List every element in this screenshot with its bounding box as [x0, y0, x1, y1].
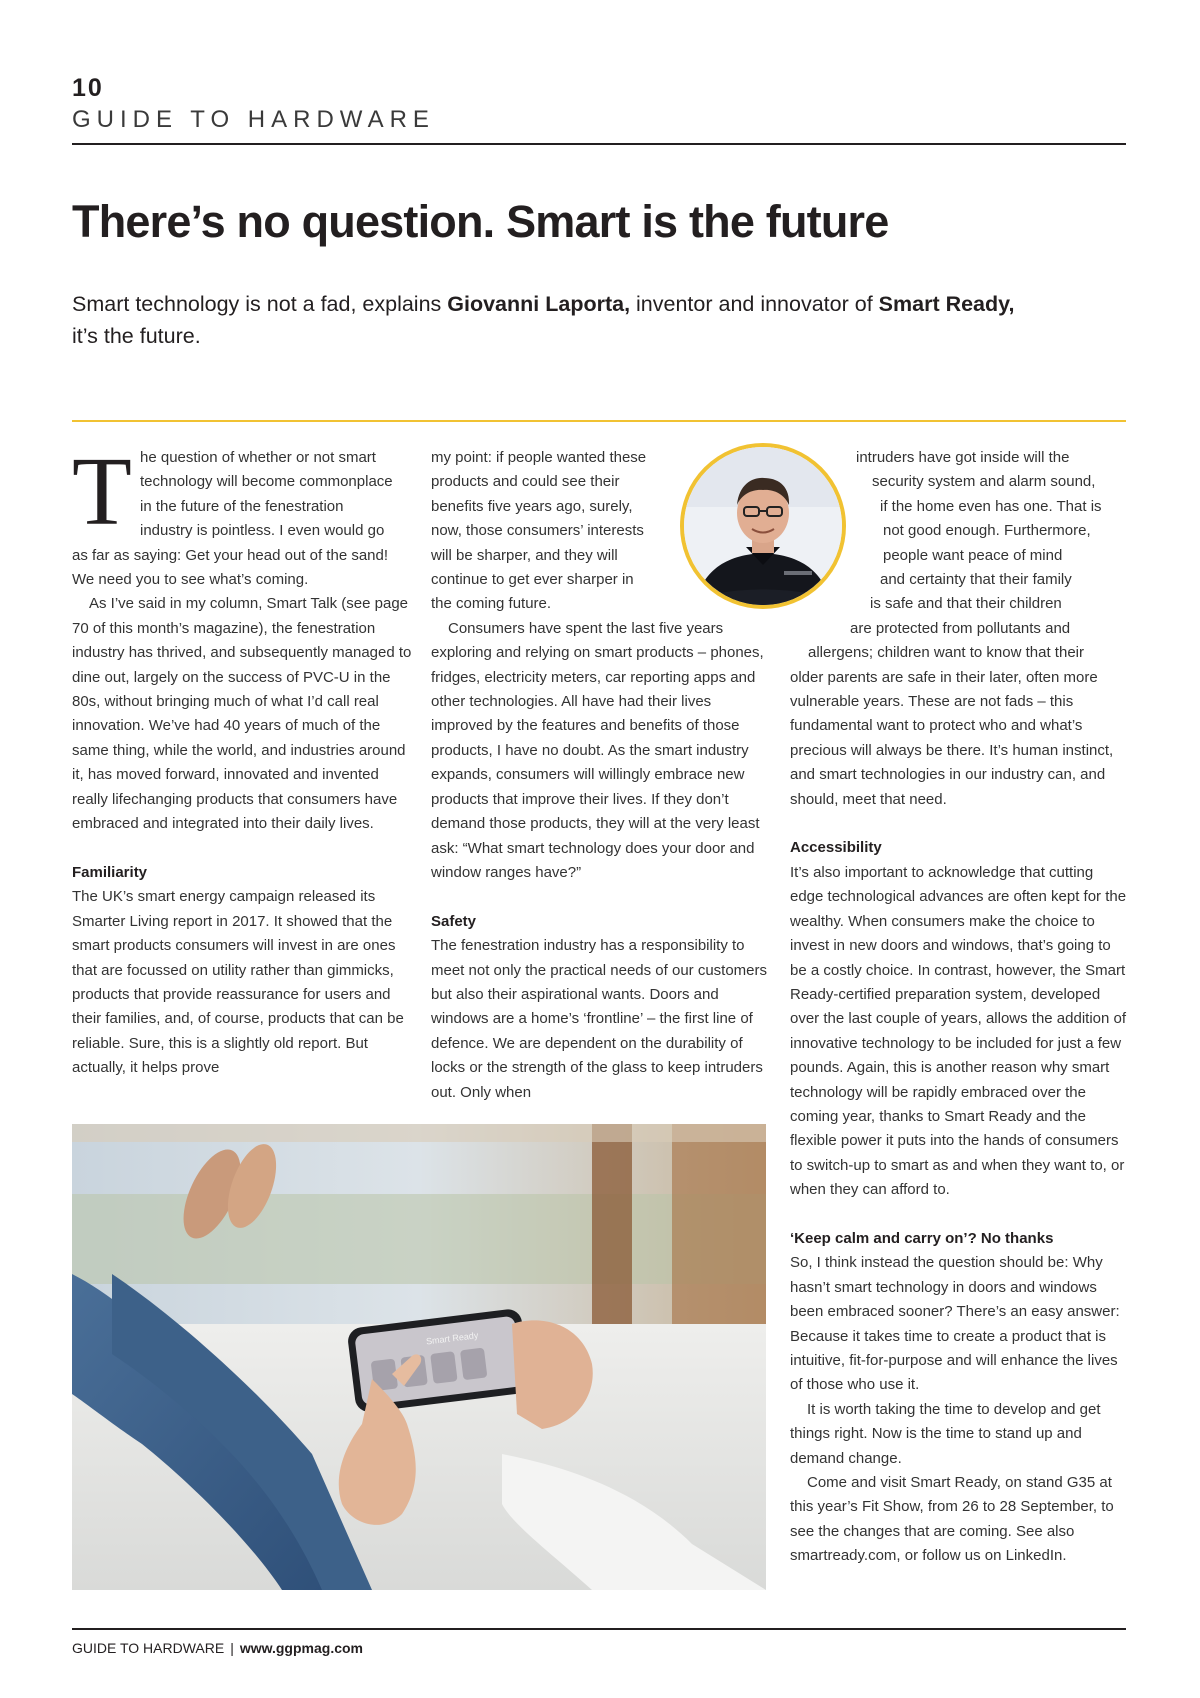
text-line: the coming future.	[431, 595, 552, 613]
author-name: Giovanni Laporta,	[447, 292, 631, 316]
header-divider	[72, 143, 1126, 145]
text-line: not good enough. Furthermore,	[883, 522, 1091, 540]
paragraph: as far as saying: Get your head out of the sand! We need you to see what’s coming.	[72, 546, 389, 589]
text-line: continue to get ever sharper in	[431, 571, 634, 589]
article-standfirst	[72, 288, 1072, 352]
article-column-3	[790, 446, 1130, 1569]
article-headline: There’s no question. Smart is the future	[72, 196, 889, 247]
phone-app-label: Smart Ready	[425, 1330, 479, 1347]
text-line: people want peace of mind	[883, 546, 1063, 564]
subheading-safety: Safety	[431, 912, 477, 930]
paragraph: It is worth taking the time to develop and get things right. Now is the time to stand up and demand change.	[790, 1400, 1101, 1467]
text-line: in the future of the fenestration	[140, 497, 344, 515]
text-line: products and could see their	[431, 473, 620, 491]
text-line: and certainty that their family	[880, 571, 1072, 589]
text-line: is safe and that their children	[870, 595, 1062, 613]
text-line: my point: if people wanted these	[431, 449, 647, 466]
section-title: GUIDE TO HARDWARE	[72, 106, 435, 133]
footer-section: GUIDE TO HARDWARE	[72, 1640, 225, 1656]
paragraph: older parents are safe in their later, often more vulnerable years. These are not fads – this fundamental want to protect who and what’s precious will always be there. It’s human instinct, and smart technologies in our industry can, and should, meet that need.	[790, 668, 1114, 808]
text-line: industry is pointless. I even would go	[140, 522, 385, 540]
author-portrait-illustration	[684, 447, 842, 605]
text-line: intruders have got inside will the	[856, 449, 1070, 466]
text-line: if the home even has one. That is	[880, 497, 1102, 515]
feature-photo	[72, 1124, 766, 1590]
standfirst-text: Smart technology is not a fad, explains	[72, 292, 448, 316]
paragraph: So, I think instead the question should be: Why hasn’t smart technology in doors and windows been embraced sooner? There’s an easy answer: Because it takes time to create a product that is intuitive, fit-for-purpose and will enhance the lives of those who use it.	[790, 1254, 1120, 1394]
paragraph: Come and visit Smart Ready, on stand G35 at this year’s Fit Show, from 26 to 28 September, to see the changes that are coming. See also smartready.com, or follow us on LinkedIn.	[790, 1474, 1114, 1565]
paragraph: The fenestration industry has a responsibility to meet not only the practical needs of our customers but also their aspirational wants. Doors and windows are a home’s ‘frontline’ – the first line of defence. We are dependent on the durability of locks or the strength of the glass to keep intruders out. Only when	[431, 937, 768, 1101]
text-line: now, those consumers’ interests	[431, 522, 644, 540]
text-line: security system and alarm sound,	[872, 473, 1096, 491]
article-column-1	[72, 438, 412, 1081]
subheading-accessibility: Accessibility	[790, 839, 882, 857]
standfirst-text: inventor and innovator of	[630, 292, 879, 316]
text-line: will be sharper, and they will	[431, 546, 618, 564]
subheading-familiarity: Familiarity	[72, 863, 148, 881]
page-number: 10	[72, 74, 104, 102]
footer	[72, 1640, 363, 1656]
paragraph: It’s also important to acknowledge that cutting edge technological advances are often kept for the wealthy. When consumers make the choice to invest in new doors and windows, that’s going to be a costly choice. In contrast, however, the Smart Ready-certified preparation system, developed over the last couple of years, allows the addition of innovative technology to be included for just a few pounds. Again, this is another reason why smart technology will be rapidly embraced over the coming year, thanks to Smart Ready and the flexible power it puts into the hands of consumers to switch-up to smart as and when they want to, or when they can afford to.	[790, 863, 1127, 1199]
company-name: Smart Ready,	[878, 292, 1015, 316]
paragraph: Consumers have spent the last five years exploring and relying on smart products – phones, fridges, electricity meters, car reporting apps and other technologies. All have had their lives improved by the features and benefits of those products, I have no doubt. As the smart industry expands, consumers will willingly embrace new products that improve their lives. If they don’t demand those products, they will at the very least ask: “What smart technology does your door and window ranges have?”	[431, 619, 764, 881]
footer-separator: |	[230, 1640, 234, 1656]
accent-divider	[72, 420, 1126, 422]
feature-photo-illustration	[72, 1124, 766, 1590]
text-line: allergens; children want to know that their	[808, 644, 1084, 662]
text-line: are protected from pollutants and	[850, 619, 1071, 637]
footer-url[interactable]: www.ggpmag.com	[239, 1640, 363, 1656]
paragraph: As I’ve said in my column, Smart Talk (see page 70 of this month’s magazine), the fenestration industry has thrived, and subsequently managed to dine out, largely on the success of PVC-U in the 80s, without bringing much of what I’d call real innovation. We’ve had 40 years of much of the same thing, while the world, and industries around it, has moved forward, innovated and invented really lifechanging products that consumers have embraced and integrated into their daily lives.	[72, 595, 412, 833]
drop-cap: T	[72, 438, 132, 546]
paragraph: The UK’s smart energy campaign released its Smarter Living report in 2017. It showed that the smart products consumers will invest in are ones that are focussed on utility rather than gimmicks, products that provide reassurance for users and their families, and, of course, products that can be reliable. Sure, this is a slightly old report. But actually, it helps prove	[72, 888, 404, 1077]
author-portrait	[680, 443, 846, 609]
subheading-keep-calm: ‘Keep calm and carry on’? No thanks	[790, 1229, 1054, 1247]
footer-divider	[72, 1628, 1126, 1630]
text-line: he question of whether or not smart	[140, 449, 376, 466]
text-line: benefits five years ago, surely,	[431, 497, 633, 515]
standfirst-text: it’s the future.	[72, 324, 201, 348]
text-line: technology will become commonplace	[140, 473, 393, 491]
